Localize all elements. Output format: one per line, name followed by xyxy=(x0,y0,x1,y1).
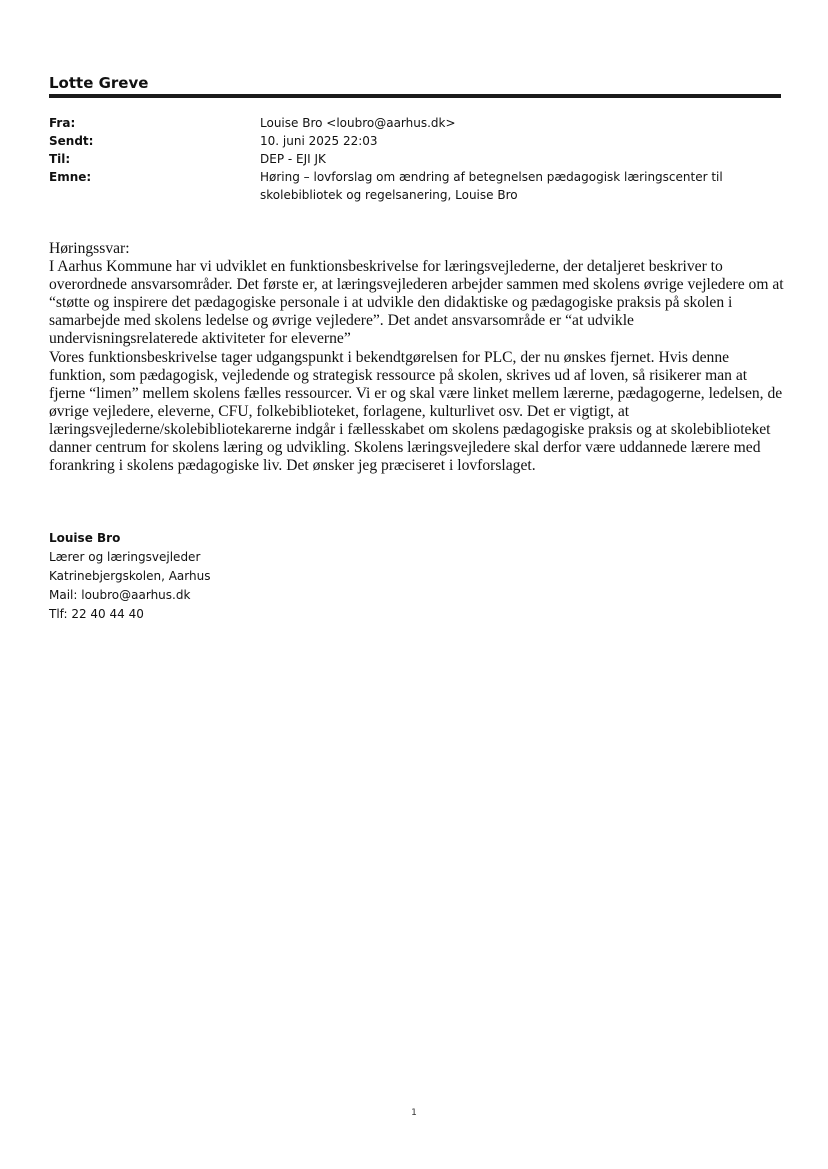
meta-row-from xyxy=(49,114,789,132)
page-number: 1 xyxy=(411,1108,417,1118)
subject-value: Høring – lovforslag om ændring af betegnelsen pædagogisk læringscenter til skolebibliotek og regelsanering, Louise Bro xyxy=(260,170,723,202)
email-meta xyxy=(49,114,789,204)
subject-label: Emne: xyxy=(49,170,92,184)
header-divider xyxy=(49,94,781,98)
body-paragraph-2: Vores funktionsbeskrivelse tager udgangspunkt i bekendtgørelsen for PLC, der nu ønskes fjernet. Hvis denne funktion, som pædagogisk, vejledende og strategisk ressource på skolen, skrives ud af loven, så risikerer man at fjerne “limen” mellem skolens fælles ressourcer. Vi er og skal være linket mellem lærerne, pædagogerne, ledelsen, de øvrige vejledere, eleverne, CFU, folkebiblioteket, forlagene, kulturlivet osv. Det er vigtigt, at læringsvejlederne/skolebibliotekarerne indgår i fællesskabet om skolens pædagogiske praksis og at skolebiblioteket danner centrum for skolens læring og udvikling. Skolens læringsvejledere skal derfor være uddannede lærere med forankring i skolens pædagogiske liv. Det ønsker jeg præciseret i lovforslaget. xyxy=(49,348,783,475)
meta-row-to xyxy=(49,150,789,168)
signature-title: Lærer og læringsvejleder xyxy=(49,550,201,564)
meta-row-sent xyxy=(49,132,789,150)
to-label: Til: xyxy=(49,152,71,166)
from-label: Fra: xyxy=(49,116,76,130)
to-value: DEP - EJI JK xyxy=(260,152,326,166)
from-value: Louise Bro <loubro@aarhus.dk> xyxy=(260,116,456,130)
signature-phone: Tlf: 22 40 44 40 xyxy=(49,607,144,621)
sent-label: Sendt: xyxy=(49,134,94,148)
signature-block xyxy=(49,529,210,624)
signature-name: Louise Bro xyxy=(49,531,121,545)
salutation: Høringssvar: xyxy=(49,240,130,257)
meta-row-subject xyxy=(49,168,789,204)
signature-mail: Mail: loubro@aarhus.dk xyxy=(49,588,191,602)
recipient-name-heading: Lotte Greve xyxy=(49,74,149,92)
email-body xyxy=(49,240,785,475)
signature-school: Katrinebjergskolen, Aarhus xyxy=(49,569,211,583)
sent-value: 10. juni 2025 22:03 xyxy=(260,134,378,148)
body-paragraph-1: I Aarhus Kommune har vi udviklet en funktionsbeskrivelse for læringsvejlederne, der detaljeret beskriver to overordnede ansvarsområder. Det første er, at læringsvejlederen arbejder sammen med skolens øvrige vejledere om at “støtte og inspirere det pædagogiske personale i at udvikle den didaktiske og pædagogiske praksis på skolen i samarbejde med skolens ledelse og øvrige vejledere”. Det andet ansvarsområde er “at udvikle undervisningsrelaterede aktiviteter for eleverne” xyxy=(49,258,784,348)
